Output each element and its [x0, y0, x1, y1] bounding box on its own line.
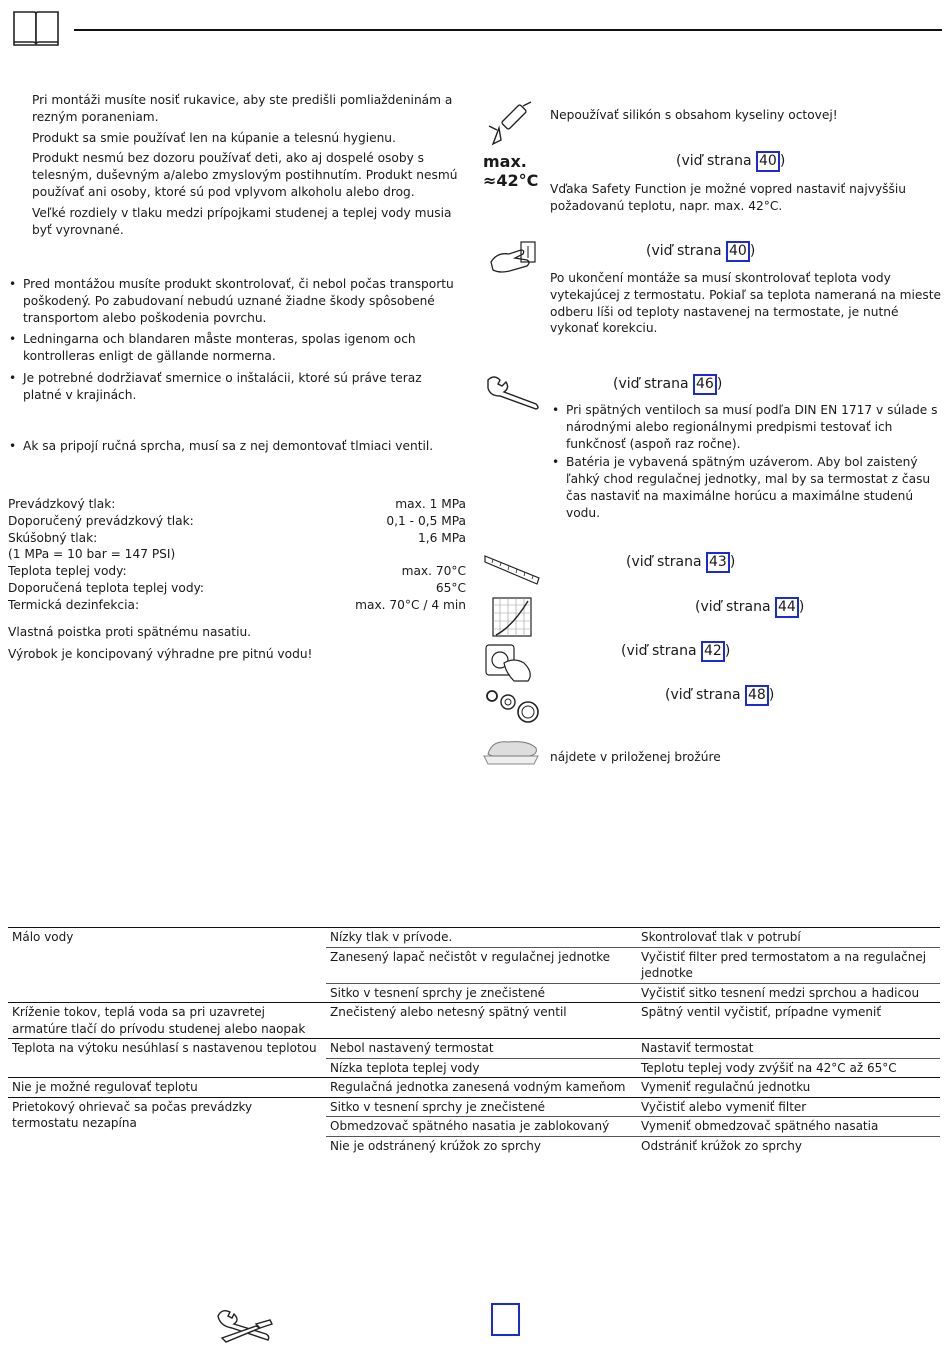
- cause-cell: Sitko v tesnení sprchy je znečistené: [326, 983, 637, 1003]
- page-reference[interactable]: (viď strana 40 ): [646, 241, 755, 262]
- safety-note: Produkt nesmú bez dozoru používať deti, ako aj dospelé osoby s telesným, duševným a/alebo zmyslovým postihnutím. Produkt nesmú používať ani osoby, ktoré sú pod vplyvom alkoholu alebo drog.: [32, 151, 458, 199]
- spec-row: (1 MPa = 10 bar = 147 PSI): [8, 547, 176, 562]
- page-reference[interactable]: (viď strana 46 ): [613, 374, 722, 395]
- silicone-warning: Nepoužívať silikón s obsahom kyseliny octovej!: [550, 108, 838, 122]
- hand-thermometer-icon: [487, 240, 539, 284]
- tools-icon: [216, 1308, 274, 1350]
- manual-book-icon: [12, 8, 60, 50]
- safety-note: Produkt sa smie používať len na kúpanie a telesnú hygienu.: [32, 130, 396, 145]
- spec-row: Termická dezinfekcia: max. 70°C / 4 min: [8, 597, 466, 612]
- page-reference[interactable]: (viď strana 40 ): [676, 151, 785, 172]
- silicone-gun-icon: [487, 100, 537, 154]
- spec-row: Doporučená teplota teplej vody: 65°C: [8, 580, 466, 595]
- spec-row: Doporučený prevádzkový tlak: 0,1 - 0,5 MPa: [8, 513, 466, 528]
- problem-cell: Nie je možné regulovať teplotu: [8, 1078, 326, 1098]
- remedy-cell: Odstrániť krúžok zo sprchy: [637, 1136, 940, 1155]
- cause-cell: Nebol nastavený termostat: [326, 1039, 637, 1059]
- table-row: [8, 1003, 940, 1039]
- hand-knob-icon: [484, 643, 536, 687]
- cause-cell: Obmedzovač spätného nasatia je zablokovaný: [326, 1117, 637, 1137]
- safety-notes: [32, 92, 462, 238]
- install-bullets: [9, 276, 461, 404]
- page-reference[interactable]: (viď strana 48 ): [665, 685, 774, 706]
- remedy-cell: Skontrolovať tlak v potrubí: [637, 928, 940, 948]
- problem-cell: Prietokový ohrievač sa počas prevádzky termostatu nezapína: [8, 1097, 326, 1155]
- safety-note: Pri montáži musíte nosiť rukavice, aby ste predišli pomliaždeninám a rezným poraneniam.: [32, 93, 453, 124]
- safety-note: Veľké rozdiely v tlaku medzi prípojkami studenej a teplej vody musia byť vyrovnané.: [32, 205, 452, 237]
- header-rule: [74, 29, 942, 31]
- spec-row: Prevádzkový tlak: max. 1 MPa: [8, 497, 466, 511]
- install-bullet: • Pred montážou musíte produkt skontrolovať, či nebol počas transportu poškodený. Po zabudovaní nebudú uznané žiadne škody spôsobené transportom alebo poškodenia povrchu.: [9, 276, 461, 326]
- install-bullet: • Je potrebné dodržiavať smernice o inštalácii, ktoré sú práve teraz platné v krajinách.: [9, 370, 461, 404]
- remedy-cell: Vyčistiť filter pred termostatom a na regulačnej jednotke: [637, 947, 940, 983]
- install-bullet: • Ledningarna och blandaren måste monteras, spolas igenom och kontrolleras enligt de gällande normerna.: [9, 331, 461, 365]
- remedy-cell: Spätný ventil vyčistiť, prípadne vymeniť: [637, 1003, 940, 1039]
- maintenance-bullets: [552, 402, 940, 522]
- table-row: [8, 1078, 940, 1098]
- table-row: [8, 1039, 940, 1059]
- note-bullet: • Ak sa pripojí ručná sprcha, musí sa z nej demontovať tlmiaci ventil.: [9, 438, 461, 455]
- page-reference[interactable]: (viď strana 42 ): [621, 641, 730, 662]
- flow-diagram-icon: [492, 597, 532, 641]
- problem-cell: Kríženie tokov, teplá voda sa pri uzavretej armatúre tlačí do prívodu studenej alebo naopak: [8, 1003, 326, 1039]
- remedy-cell: Vymeniť obmedzovač spätného nasatia: [637, 1117, 940, 1137]
- max-temp-label: max. ≈42°C: [483, 152, 539, 190]
- drinking-water-note: Výrobok je koncipovaný výhradne pre pitnú vodu!: [8, 647, 313, 661]
- spec-row: Skúšobný tlak: 1,6 MPa: [8, 530, 466, 545]
- wrench-icon: [484, 374, 542, 414]
- remedy-cell: Vyčistiť sitko tesnení medzi sprchou a hadicou: [637, 983, 940, 1003]
- maintenance-bullet: • Pri spätných ventiloch sa musí podľa DIN EN 1717 v súlade s národnými alebo regionálnymi predpismi testovať ich funkčnosť (aspoň raz ročne).: [552, 402, 940, 452]
- ruler-icon: [483, 552, 541, 592]
- backflow-note: Vlastná poistka proti spätnému nasatiu.: [8, 625, 252, 639]
- cause-cell: Zanesený lapač nečistôt v regulačnej jednotke: [326, 947, 637, 983]
- problem-cell: Málo vody: [8, 928, 326, 1003]
- cause-cell: Regulačná jednotka zanesená vodným kameňom: [326, 1078, 637, 1098]
- cause-cell: Nízky tlak v prívode.: [326, 928, 637, 948]
- table-row: [8, 928, 940, 948]
- temperature-check-text: Po ukončení montáže sa musí skontrolovať teplota vody vytekajúcej z termostatu. Pokiaľ sa teplota nameraná na mieste odberu líši od teploty nastavenej na termostate, je nutné vykonať korekciu.: [550, 271, 942, 336]
- problem-cell: Teplota na výtoku nesúhlasí s nastavenou teplotou: [8, 1039, 326, 1078]
- cleaning-hand-icon: [482, 734, 542, 770]
- remedy-cell: Teplotu teplej vody zvýšiť na 42°C až 65°C: [637, 1058, 940, 1078]
- cause-cell: Sitko v tesnení sprchy je znečistené: [326, 1097, 637, 1117]
- cause-cell: Znečistený alebo netesný spätný ventil: [326, 1003, 637, 1039]
- table-row: [8, 1097, 940, 1117]
- cause-cell: Nie je odstránený krúžok zo sprchy: [326, 1136, 637, 1155]
- remedy-cell: Vymeniť regulačnú jednotku: [637, 1078, 940, 1098]
- safety-function-text: Vďaka Safety Function je možné vopred nastaviť najvyššiu požadovanú teplotu, napr. max. 42°C.: [550, 182, 906, 213]
- remedy-cell: Vyčistiť alebo vymeniť filter: [637, 1097, 940, 1117]
- spec-row: Teplota teplej vody: max. 70°C: [8, 564, 466, 579]
- technical-specs: [8, 496, 466, 614]
- spare-parts-icon: [484, 686, 542, 728]
- brochure-note: nájdete v priloženej brožúre: [550, 750, 721, 764]
- maintenance-bullet: • Batéria je vybavená spätným uzáverom. Aby bol zaistený ľahký chod regulačnej jednotky, mal by sa termostat z času čas nastaviť na maximálne horúcu a maximálne studenú vodu.: [552, 454, 940, 521]
- page-number-box: [491, 1303, 520, 1336]
- remedy-cell: Nastaviť termostat: [637, 1039, 940, 1059]
- cause-cell: Nízka teplota teplej vody: [326, 1058, 637, 1078]
- troubleshooting-table: [8, 927, 940, 1155]
- page-reference[interactable]: (viď strana 43 ): [626, 552, 735, 573]
- page-reference[interactable]: (viď strana 44 ): [695, 597, 804, 618]
